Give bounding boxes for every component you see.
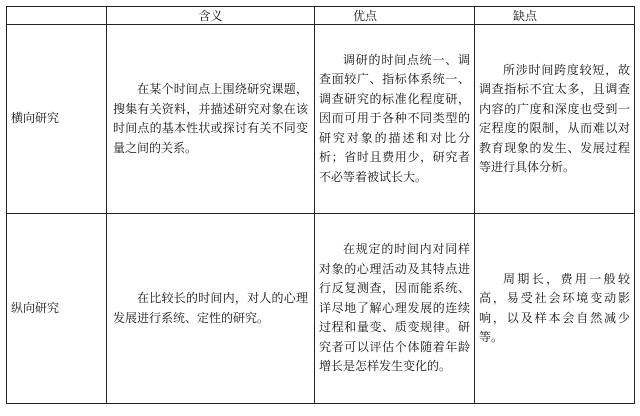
comparison-table: [6, 6, 635, 404]
header-empty: [7, 7, 107, 25]
definition-cell: 在比较长的时间内，对人的心理发展进行系统、定性的研究。: [107, 214, 315, 404]
table-row: [7, 214, 635, 404]
header-disadvantages: 缺点: [475, 7, 635, 25]
header-row: [7, 7, 635, 25]
table-row: [7, 25, 635, 214]
advantages-cell: 调研的时间点统一、调查面较广、指标体系统一、调查研究的标准化程度研，因而可用于各种不同类型的研究对象的描述和对比分析；省时且费用少，研究者不必等着被试长大。: [315, 25, 475, 214]
header-advantages: 优点: [315, 7, 475, 25]
definition-cell: 在某个时间点上围绕研究课题，搜集有关资料，并描述研究对象在该时间点的基本性状或探讨有关不同变量之间的关系。: [107, 25, 315, 214]
advantages-cell: 在规定的时间内对同样对象的心理活动及其特点进行反复测查，因而能系统、详尽地了解心理发展的连续过程和量变、质变规律。研究者可以评估个体随着年龄增长是怎样发生变化的。: [315, 214, 475, 404]
disadvantages-cell: 周期长，费用一般较高，易受社会环境变动影响，以及样本会自然减少等。: [475, 214, 635, 404]
row-label: 横向研究: [7, 25, 107, 214]
disadvantages-cell: 所涉时间跨度较短，故调查指标不宜太多，且调查内容的广度和深度也受到一定程度的限制，从而难以对教育现象的发生、发展过程等进行具体分析。: [475, 25, 635, 214]
row-label: 纵向研究: [7, 214, 107, 404]
header-meaning: 含义: [107, 7, 315, 25]
